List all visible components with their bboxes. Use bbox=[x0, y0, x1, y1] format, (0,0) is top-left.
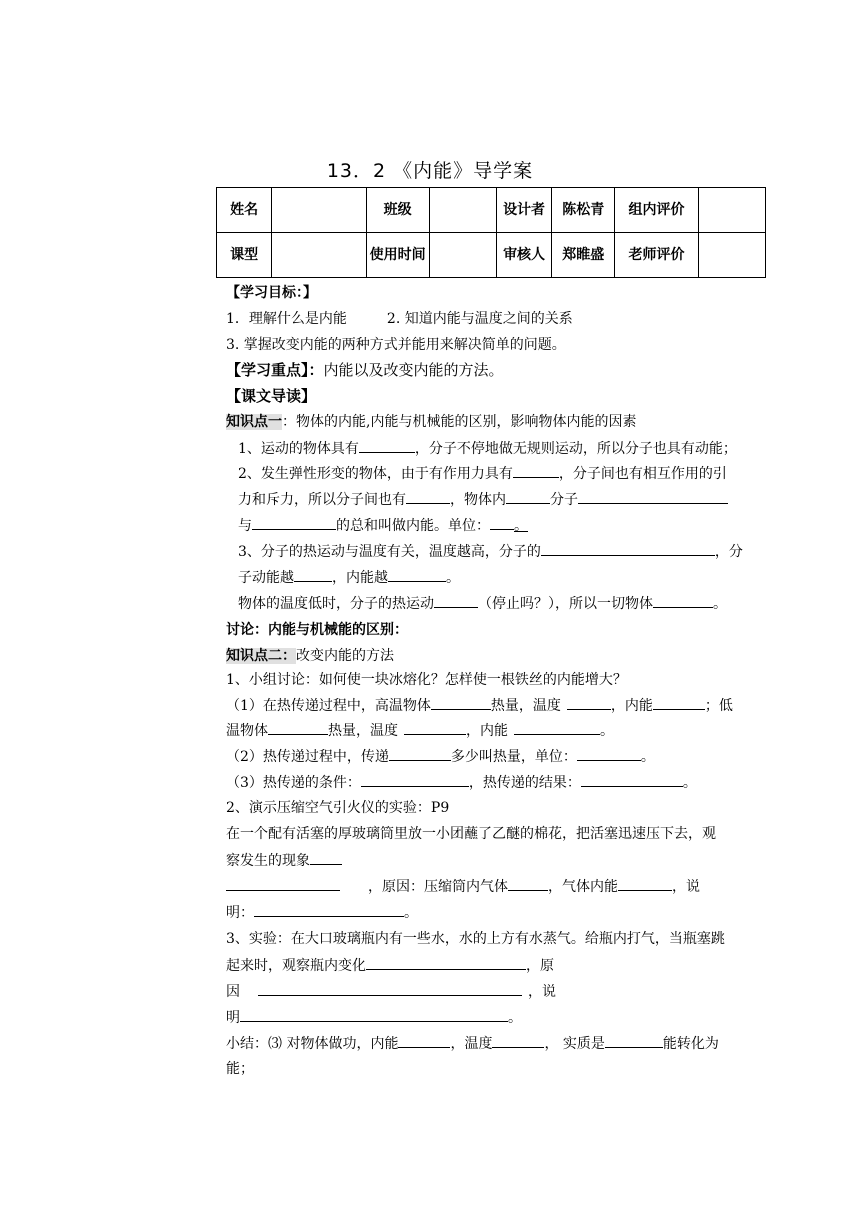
text: ，原因：压缩筒内气体 bbox=[368, 879, 508, 895]
blank bbox=[434, 593, 478, 608]
table-cell: 课型 bbox=[217, 233, 272, 278]
blank bbox=[258, 981, 522, 996]
blank bbox=[240, 1007, 508, 1022]
text: （停止吗？），所以一切物体 bbox=[478, 596, 653, 612]
table-row bbox=[217, 233, 766, 278]
info-table bbox=[216, 187, 766, 278]
paragraph-line bbox=[238, 593, 727, 614]
text: ，温度 bbox=[450, 1036, 493, 1052]
table-cell bbox=[698, 188, 765, 233]
kp2-label: 知识点二： bbox=[226, 648, 296, 664]
text: 与 bbox=[238, 518, 252, 534]
text: （2）热传递过程中，传递 bbox=[226, 749, 389, 765]
text: ，分 bbox=[714, 544, 743, 560]
text: ，气体内能 bbox=[548, 879, 618, 895]
paragraph-line bbox=[238, 489, 728, 510]
text: （1）在热传递过程中，高温物体 bbox=[226, 698, 431, 714]
summary-line bbox=[226, 1033, 719, 1054]
text: ，说 bbox=[528, 984, 556, 1000]
text: 多少叫热量，单位： bbox=[450, 749, 577, 765]
blank bbox=[268, 720, 328, 735]
text: 分子 bbox=[550, 492, 578, 508]
blank bbox=[359, 438, 415, 453]
table-cell bbox=[272, 188, 366, 233]
paragraph-line bbox=[226, 1007, 522, 1028]
table-cell: 审核人 bbox=[496, 233, 551, 278]
table-cell: 陈松青 bbox=[552, 188, 615, 233]
text: 3、分子的热运动与温度有关，温度越高，分子的 bbox=[238, 544, 541, 560]
text: 因 bbox=[226, 984, 240, 1000]
blank bbox=[578, 489, 728, 504]
text: ，内能越 bbox=[332, 570, 388, 586]
paragraph-line bbox=[226, 772, 697, 793]
blank bbox=[492, 1033, 544, 1048]
text: 察发生的现象 bbox=[226, 853, 310, 869]
summary-end: 能； bbox=[226, 1061, 254, 1077]
text: 能转化为 bbox=[662, 1036, 719, 1052]
paragraph-line bbox=[226, 850, 342, 871]
kp1-line bbox=[226, 412, 636, 432]
key-heading: 【学习重点】： bbox=[226, 361, 324, 379]
goals-heading: 【学习目标：】 bbox=[226, 285, 317, 301]
blank bbox=[294, 567, 332, 582]
text: 。 bbox=[713, 596, 727, 612]
blank bbox=[581, 772, 683, 787]
blank bbox=[388, 567, 446, 582]
paragraph-line bbox=[238, 438, 737, 459]
paragraph-line bbox=[238, 463, 727, 484]
table-cell bbox=[698, 233, 765, 278]
text: 。 bbox=[600, 723, 614, 739]
blank bbox=[226, 876, 340, 891]
text: 温物体 bbox=[226, 723, 268, 739]
question-1: 1、小组讨论：如何使一块冰熔化？怎样使一根铁丝的内能增大？ bbox=[226, 672, 627, 688]
text: 物体的温度低时，分子的热运动 bbox=[238, 596, 434, 612]
blank bbox=[567, 695, 611, 710]
text: 2、发生弹性形变的物体，由于有作用力具有 bbox=[238, 466, 513, 482]
text: 起来时，观察瓶内变化 bbox=[226, 958, 366, 974]
paragraph-line bbox=[226, 746, 655, 767]
blank bbox=[490, 515, 514, 530]
blank bbox=[389, 746, 451, 761]
paragraph-line bbox=[226, 720, 614, 741]
goal-line bbox=[226, 309, 573, 329]
table-cell bbox=[272, 233, 366, 278]
text: 明 bbox=[226, 1010, 240, 1026]
table-cell: 郑睢盛 bbox=[552, 233, 615, 278]
text: 。 bbox=[446, 570, 460, 586]
text: 热量，温度 bbox=[490, 698, 561, 714]
text: 力和斥力，所以分子间也有 bbox=[238, 492, 406, 508]
key-text: 内能以及改变内能的方法。 bbox=[323, 361, 504, 379]
blank bbox=[508, 876, 548, 891]
text: 。 bbox=[640, 749, 655, 765]
kp2-text: 改变内能的方法 bbox=[296, 648, 394, 664]
blank bbox=[506, 489, 550, 504]
text: 小结：⑶ 对物体做功，内能 bbox=[226, 1036, 399, 1052]
blank bbox=[398, 1033, 450, 1048]
text: ，分子间也有相互作用的引 bbox=[558, 466, 727, 482]
blank bbox=[618, 876, 672, 891]
text: ，内能 bbox=[610, 698, 653, 714]
blank bbox=[310, 850, 342, 865]
table-cell: 老师评价 bbox=[615, 233, 698, 278]
page-title: 13．2 《内能》导学案 bbox=[326, 160, 534, 182]
kp1-text: ：物体的内能,内能与机械能的区别，影响物体内能的因素 bbox=[282, 414, 637, 430]
blank bbox=[514, 720, 600, 735]
text: ；低 bbox=[704, 698, 733, 714]
kp1-label: 知识点一 bbox=[226, 414, 282, 430]
blank bbox=[541, 541, 715, 556]
paragraph-line bbox=[226, 955, 554, 976]
blank bbox=[366, 955, 526, 970]
text: 子动能越 bbox=[238, 570, 294, 586]
discussion-line: 讨论：内能与机械能的区别： bbox=[226, 622, 408, 638]
paragraph-line bbox=[226, 876, 700, 897]
blank bbox=[653, 593, 713, 608]
text: 热量，温度 bbox=[328, 723, 398, 739]
paragraph-line: 3、实验：在大口玻璃瓶内有一些水，水的上方有水蒸气。给瓶内打气，当瓶塞跳 bbox=[226, 931, 725, 947]
goal-1: 1．理解什么是内能 bbox=[226, 311, 347, 327]
text: ，说 bbox=[672, 879, 700, 895]
blank bbox=[605, 1033, 663, 1048]
paragraph-line bbox=[226, 981, 556, 1002]
goal-2: 2. 知道内能与温度之间的关系 bbox=[386, 311, 573, 327]
text: ，物体内 bbox=[450, 492, 506, 508]
text: 。 bbox=[514, 518, 528, 534]
text: 。 bbox=[404, 905, 418, 921]
paragraph-line bbox=[226, 902, 418, 923]
table-cell: 设计者 bbox=[496, 188, 551, 233]
paragraph-line bbox=[238, 541, 743, 562]
blank bbox=[513, 463, 559, 478]
table-cell: 组内评价 bbox=[615, 188, 698, 233]
text: ，分子不停地做无规则运动，所以分子也具有动能； bbox=[414, 441, 737, 457]
blank bbox=[653, 695, 705, 710]
table-cell: 使用时间 bbox=[366, 233, 429, 278]
table-cell bbox=[429, 188, 496, 233]
text: 的总和叫做内能。单位： bbox=[336, 518, 490, 534]
guide-heading: 【课文导读】 bbox=[226, 387, 317, 405]
paragraph-line: 在一个配有活塞的厚玻璃筒里放一小团蘸了乙醚的棉花，把活塞迅速压下去，观 bbox=[226, 826, 716, 842]
goal-3: 3. 掌握改变内能的两种方式并能用来解决简单的问题。 bbox=[226, 337, 566, 353]
paragraph-line bbox=[226, 695, 733, 716]
blank bbox=[404, 720, 466, 735]
blank bbox=[254, 902, 404, 917]
text: 。 bbox=[682, 775, 697, 791]
blank bbox=[406, 489, 450, 504]
text: ，热传递的结果： bbox=[468, 775, 581, 791]
text: 明： bbox=[226, 905, 254, 921]
blank bbox=[252, 515, 336, 530]
text: 。 bbox=[508, 1010, 522, 1026]
text: 1、运动的物体具有 bbox=[238, 441, 359, 457]
kp2-line bbox=[226, 646, 394, 666]
paragraph-line bbox=[238, 567, 460, 588]
text: ， 实质是 bbox=[544, 1036, 605, 1052]
blank bbox=[431, 695, 491, 710]
paragraph-line bbox=[238, 515, 528, 536]
key-line bbox=[226, 360, 504, 380]
text: ，内能 bbox=[466, 723, 508, 739]
blank bbox=[577, 746, 641, 761]
table-cell: 班级 bbox=[366, 188, 429, 233]
blank bbox=[361, 772, 469, 787]
table-cell: 姓名 bbox=[217, 188, 272, 233]
question-2: 2、演示压缩空气引火仪的实验：P9 bbox=[226, 800, 450, 816]
table-cell bbox=[429, 233, 496, 278]
table-row bbox=[217, 188, 766, 233]
text: （3）热传递的条件： bbox=[226, 775, 361, 791]
text: ，原 bbox=[526, 958, 554, 974]
